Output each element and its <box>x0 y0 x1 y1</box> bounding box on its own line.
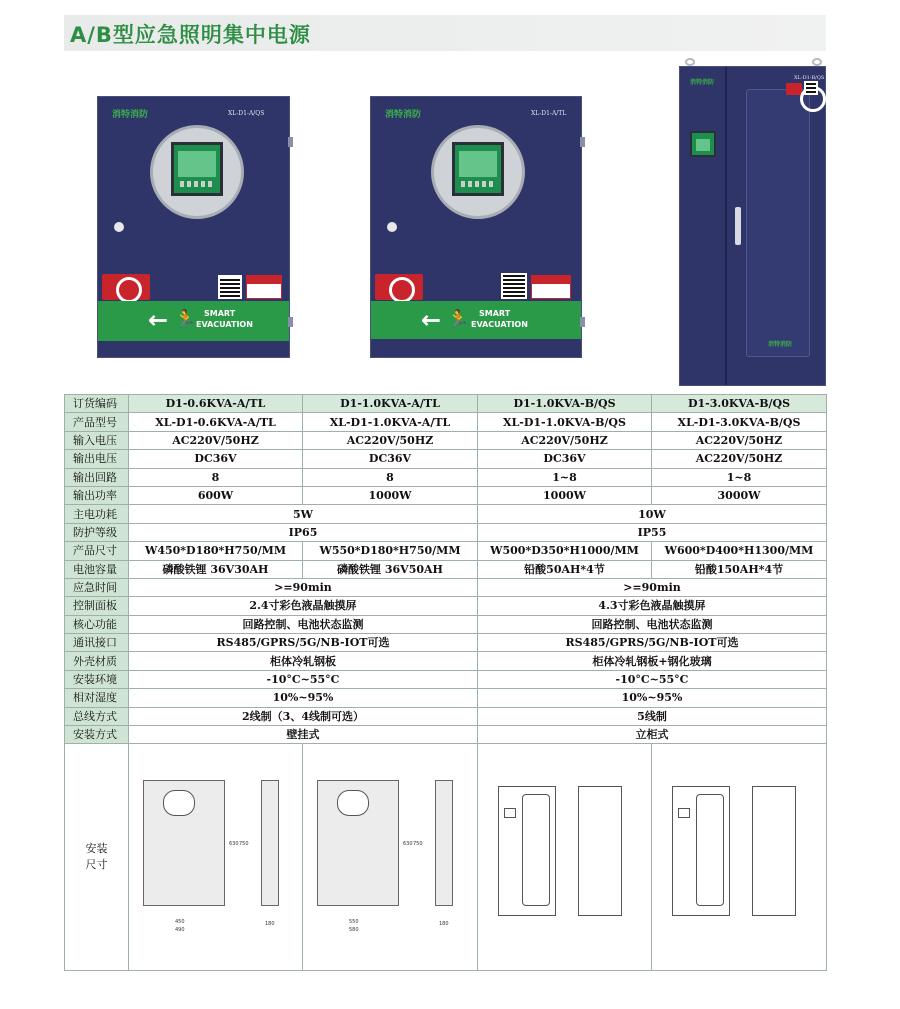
fire-sign-icon <box>786 83 802 95</box>
row-label: 通讯接口 <box>65 634 129 652</box>
left-arrow-icon: ← <box>148 306 169 334</box>
row-label: 输出电压 <box>65 450 129 468</box>
table-cell: 1000W <box>303 486 478 504</box>
drawing-label <box>65 744 129 971</box>
door-split <box>725 67 727 385</box>
table-cell: 磷酸铁锂 36V30AH <box>129 560 303 578</box>
cabinet-brand: 消特消防 <box>690 79 715 86</box>
cabinet-a-tl <box>370 96 582 358</box>
table-row <box>65 413 827 431</box>
table-cell: 1~8 <box>478 468 652 486</box>
table-cell: 8 <box>129 468 303 486</box>
table-cell: W450*D180*H750/MM <box>129 542 303 560</box>
dimension-drawing-3 <box>478 744 652 971</box>
hinge <box>580 137 585 147</box>
running-man-icon: 🏃 <box>447 309 470 330</box>
table-cell: XL-D1-0.6KVA-A/TL <box>129 413 303 431</box>
table-cell: DC36V <box>478 450 652 468</box>
hinge <box>288 137 293 147</box>
left-arrow-icon: ← <box>421 306 442 334</box>
table-row <box>65 542 827 560</box>
row-label: 总线方式 <box>65 707 129 725</box>
qr-code <box>218 275 242 299</box>
lock-icon <box>387 222 397 232</box>
table-row <box>65 486 827 504</box>
side-view <box>578 786 622 916</box>
row-label: 安装环境 <box>65 670 129 688</box>
table-row <box>65 670 827 688</box>
row-label: 控制面板 <box>65 597 129 615</box>
cabinet-brand: 消特消防 <box>385 110 422 120</box>
exit-sign-band <box>371 301 581 339</box>
table-row <box>65 523 827 541</box>
table-cell: XL-D1-1.0KVA-A/TL <box>303 413 478 431</box>
row-label: 安装方式 <box>65 726 129 744</box>
table-cell: AC220V/50HZ <box>478 431 652 449</box>
control-screen <box>171 142 223 196</box>
drawing-label-line1: 安装 <box>85 842 108 856</box>
table-row <box>65 689 827 707</box>
row-label: 产品型号 <box>65 413 129 431</box>
row-label: 外壳材质 <box>65 652 129 670</box>
table-cell: 4.3寸彩色液晶触摸屏 <box>478 597 827 615</box>
dim-width-inner: 450 <box>175 919 185 926</box>
row-label: 电池容量 <box>65 560 129 578</box>
row-label: 输出功率 <box>65 486 129 504</box>
fire-sign-icon <box>102 274 150 300</box>
table-cell: RS485/GPRS/5G/NB-IOT可选 <box>129 634 478 652</box>
dim-height-outer: 750 <box>239 841 249 848</box>
table-cell: W500*D350*H1000/MM <box>478 542 652 560</box>
row-label: 产品尺寸 <box>65 542 129 560</box>
table-cell: 1000W <box>478 486 652 504</box>
bottom-brand: 消特消防 <box>768 341 793 348</box>
dimension-drawing-1 <box>129 744 303 971</box>
qr-code <box>804 81 818 95</box>
side-view <box>752 786 796 916</box>
table-cell: 2.4寸彩色液晶触摸屏 <box>129 597 478 615</box>
table-row <box>65 597 827 615</box>
table-cell: 10%~95% <box>478 689 827 707</box>
row-label: 输出回路 <box>65 468 129 486</box>
cabinet-model: XL-D1-A/TL <box>531 110 567 117</box>
dim-width-inner: 550 <box>349 919 359 926</box>
table-cell: 铅酸150AH*4节 <box>652 560 827 578</box>
door-handle[interactable] <box>735 207 741 245</box>
cabinet-model: XL-D1-B/QS <box>794 75 825 81</box>
table-cell: 5线制 <box>478 707 827 725</box>
table-row <box>65 431 827 449</box>
dimension-drawing-4 <box>652 744 827 971</box>
table-cell: AC220V/50HZ <box>129 431 303 449</box>
exit-text-2: EVACUATION <box>471 320 528 329</box>
table-cell: RS485/GPRS/5G/NB-IOT可选 <box>478 634 827 652</box>
table-cell: DC36V <box>129 450 303 468</box>
table-row <box>65 505 827 523</box>
table-cell: AC220V/50HZ <box>303 431 478 449</box>
dim-height-inner: 630 <box>229 841 239 848</box>
fire-sign-icon <box>375 274 423 300</box>
lock-icon <box>114 222 124 232</box>
table-row <box>65 652 827 670</box>
row-label: 核心功能 <box>65 615 129 633</box>
panel-screen <box>504 808 516 818</box>
row-label: 输入电压 <box>65 431 129 449</box>
table-cell: 回路控制、电池状态监测 <box>129 615 478 633</box>
warning-label-icon <box>246 275 282 299</box>
table-row <box>65 634 827 652</box>
table-cell: W550*D180*H750/MM <box>303 542 478 560</box>
table-cell: DC36V <box>303 450 478 468</box>
table-cell: 柜体冷轧钢板+钢化玻璃 <box>478 652 827 670</box>
table-cell: >=90min <box>478 578 827 596</box>
table-row <box>65 707 827 725</box>
table-row <box>65 468 827 486</box>
table-cell: 磷酸铁锂 36V50AH <box>303 560 478 578</box>
table-cell: 2线制（3、4线制可选） <box>129 707 478 725</box>
dim-height-outer: 750 <box>413 841 423 848</box>
table-cell: XL-D1-1.0KVA-B/QS <box>478 413 652 431</box>
row-label: 订货编码 <box>65 395 129 413</box>
table-cell: -10°C~55°C <box>478 670 827 688</box>
table-cell: 回路控制、电池状态监测 <box>478 615 827 633</box>
table-row <box>65 578 827 596</box>
exit-sign-band <box>98 301 289 341</box>
table-cell: AC220V/50HZ <box>652 450 827 468</box>
table-row <box>65 395 827 413</box>
row-label: 主电功耗 <box>65 505 129 523</box>
table-row <box>65 615 827 633</box>
table-cell: IP65 <box>129 523 478 541</box>
drawing-row <box>65 744 827 971</box>
panel-screen <box>678 808 690 818</box>
table-cell: -10°C~55°C <box>129 670 478 688</box>
cabinet-b-qs <box>679 66 826 386</box>
table-cell: D1-0.6KVA-A/TL <box>129 395 303 413</box>
table-cell: 10%~95% <box>129 689 478 707</box>
exit-text-1: SMART <box>479 309 511 318</box>
table-cell: 立柜式 <box>478 726 827 744</box>
table-cell: 壁挂式 <box>129 726 478 744</box>
lifting-ring <box>812 58 822 66</box>
glass-outline <box>522 794 550 906</box>
dim-height-inner: 630 <box>403 841 413 848</box>
table-cell: 柜体冷轧钢板 <box>129 652 478 670</box>
table-cell: 1~8 <box>652 468 827 486</box>
glass-door <box>746 89 810 357</box>
table-cell: D1-1.0KVA-B/QS <box>478 395 652 413</box>
table-row <box>65 560 827 578</box>
dim-depth: 180 <box>439 921 449 928</box>
hinge <box>580 317 585 327</box>
control-screen <box>690 131 716 157</box>
display-window <box>431 125 525 219</box>
table-cell: 600W <box>129 486 303 504</box>
table-cell: 5W <box>129 505 478 523</box>
side-view <box>435 780 453 906</box>
control-screen <box>452 142 504 196</box>
row-label: 应急时间 <box>65 578 129 596</box>
glass-outline <box>696 794 724 906</box>
display-window <box>150 125 244 219</box>
exit-text-2: EVACUATION <box>196 320 253 329</box>
row-label: 相对湿度 <box>65 689 129 707</box>
table-cell: W600*D400*H1300/MM <box>652 542 827 560</box>
cabinet-model: XL-D1-A/QS <box>228 110 265 117</box>
table-cell: 8 <box>303 468 478 486</box>
table-cell: >=90min <box>129 578 478 596</box>
spec-table <box>64 394 827 971</box>
dim-width-outer: 490 <box>175 927 185 934</box>
warning-label-icon <box>531 275 571 299</box>
cabinet-brand: 消特消防 <box>112 110 149 120</box>
page-title: A/B型应急照明集中电源 <box>70 23 311 47</box>
table-cell: 铅酸50AH*4节 <box>478 560 652 578</box>
exit-text-1: SMART <box>204 309 236 318</box>
drawing-label-line2: 尺寸 <box>85 858 108 872</box>
row-label: 防护等级 <box>65 523 129 541</box>
table-cell: 3000W <box>652 486 827 504</box>
table-cell: 10W <box>478 505 827 523</box>
table-cell: XL-D1-3.0KVA-B/QS <box>652 413 827 431</box>
panel-window <box>337 790 369 816</box>
dimension-drawing-2 <box>303 744 478 971</box>
table-cell: D1-3.0KVA-B/QS <box>652 395 827 413</box>
lifting-ring <box>685 58 695 66</box>
table-cell: AC220V/50HZ <box>652 431 827 449</box>
cabinet-a-qs <box>97 96 290 358</box>
table-row <box>65 726 827 744</box>
panel-window <box>163 790 195 816</box>
dim-width-outer: 580 <box>349 927 359 934</box>
table-row <box>65 450 827 468</box>
qr-code <box>501 273 527 299</box>
dim-depth: 180 <box>265 921 275 928</box>
table-cell: D1-1.0KVA-A/TL <box>303 395 478 413</box>
running-man-icon: 🏃 <box>174 309 197 330</box>
side-view <box>261 780 279 906</box>
title-bar <box>64 15 826 51</box>
table-cell: IP55 <box>478 523 827 541</box>
hinge <box>288 317 293 327</box>
